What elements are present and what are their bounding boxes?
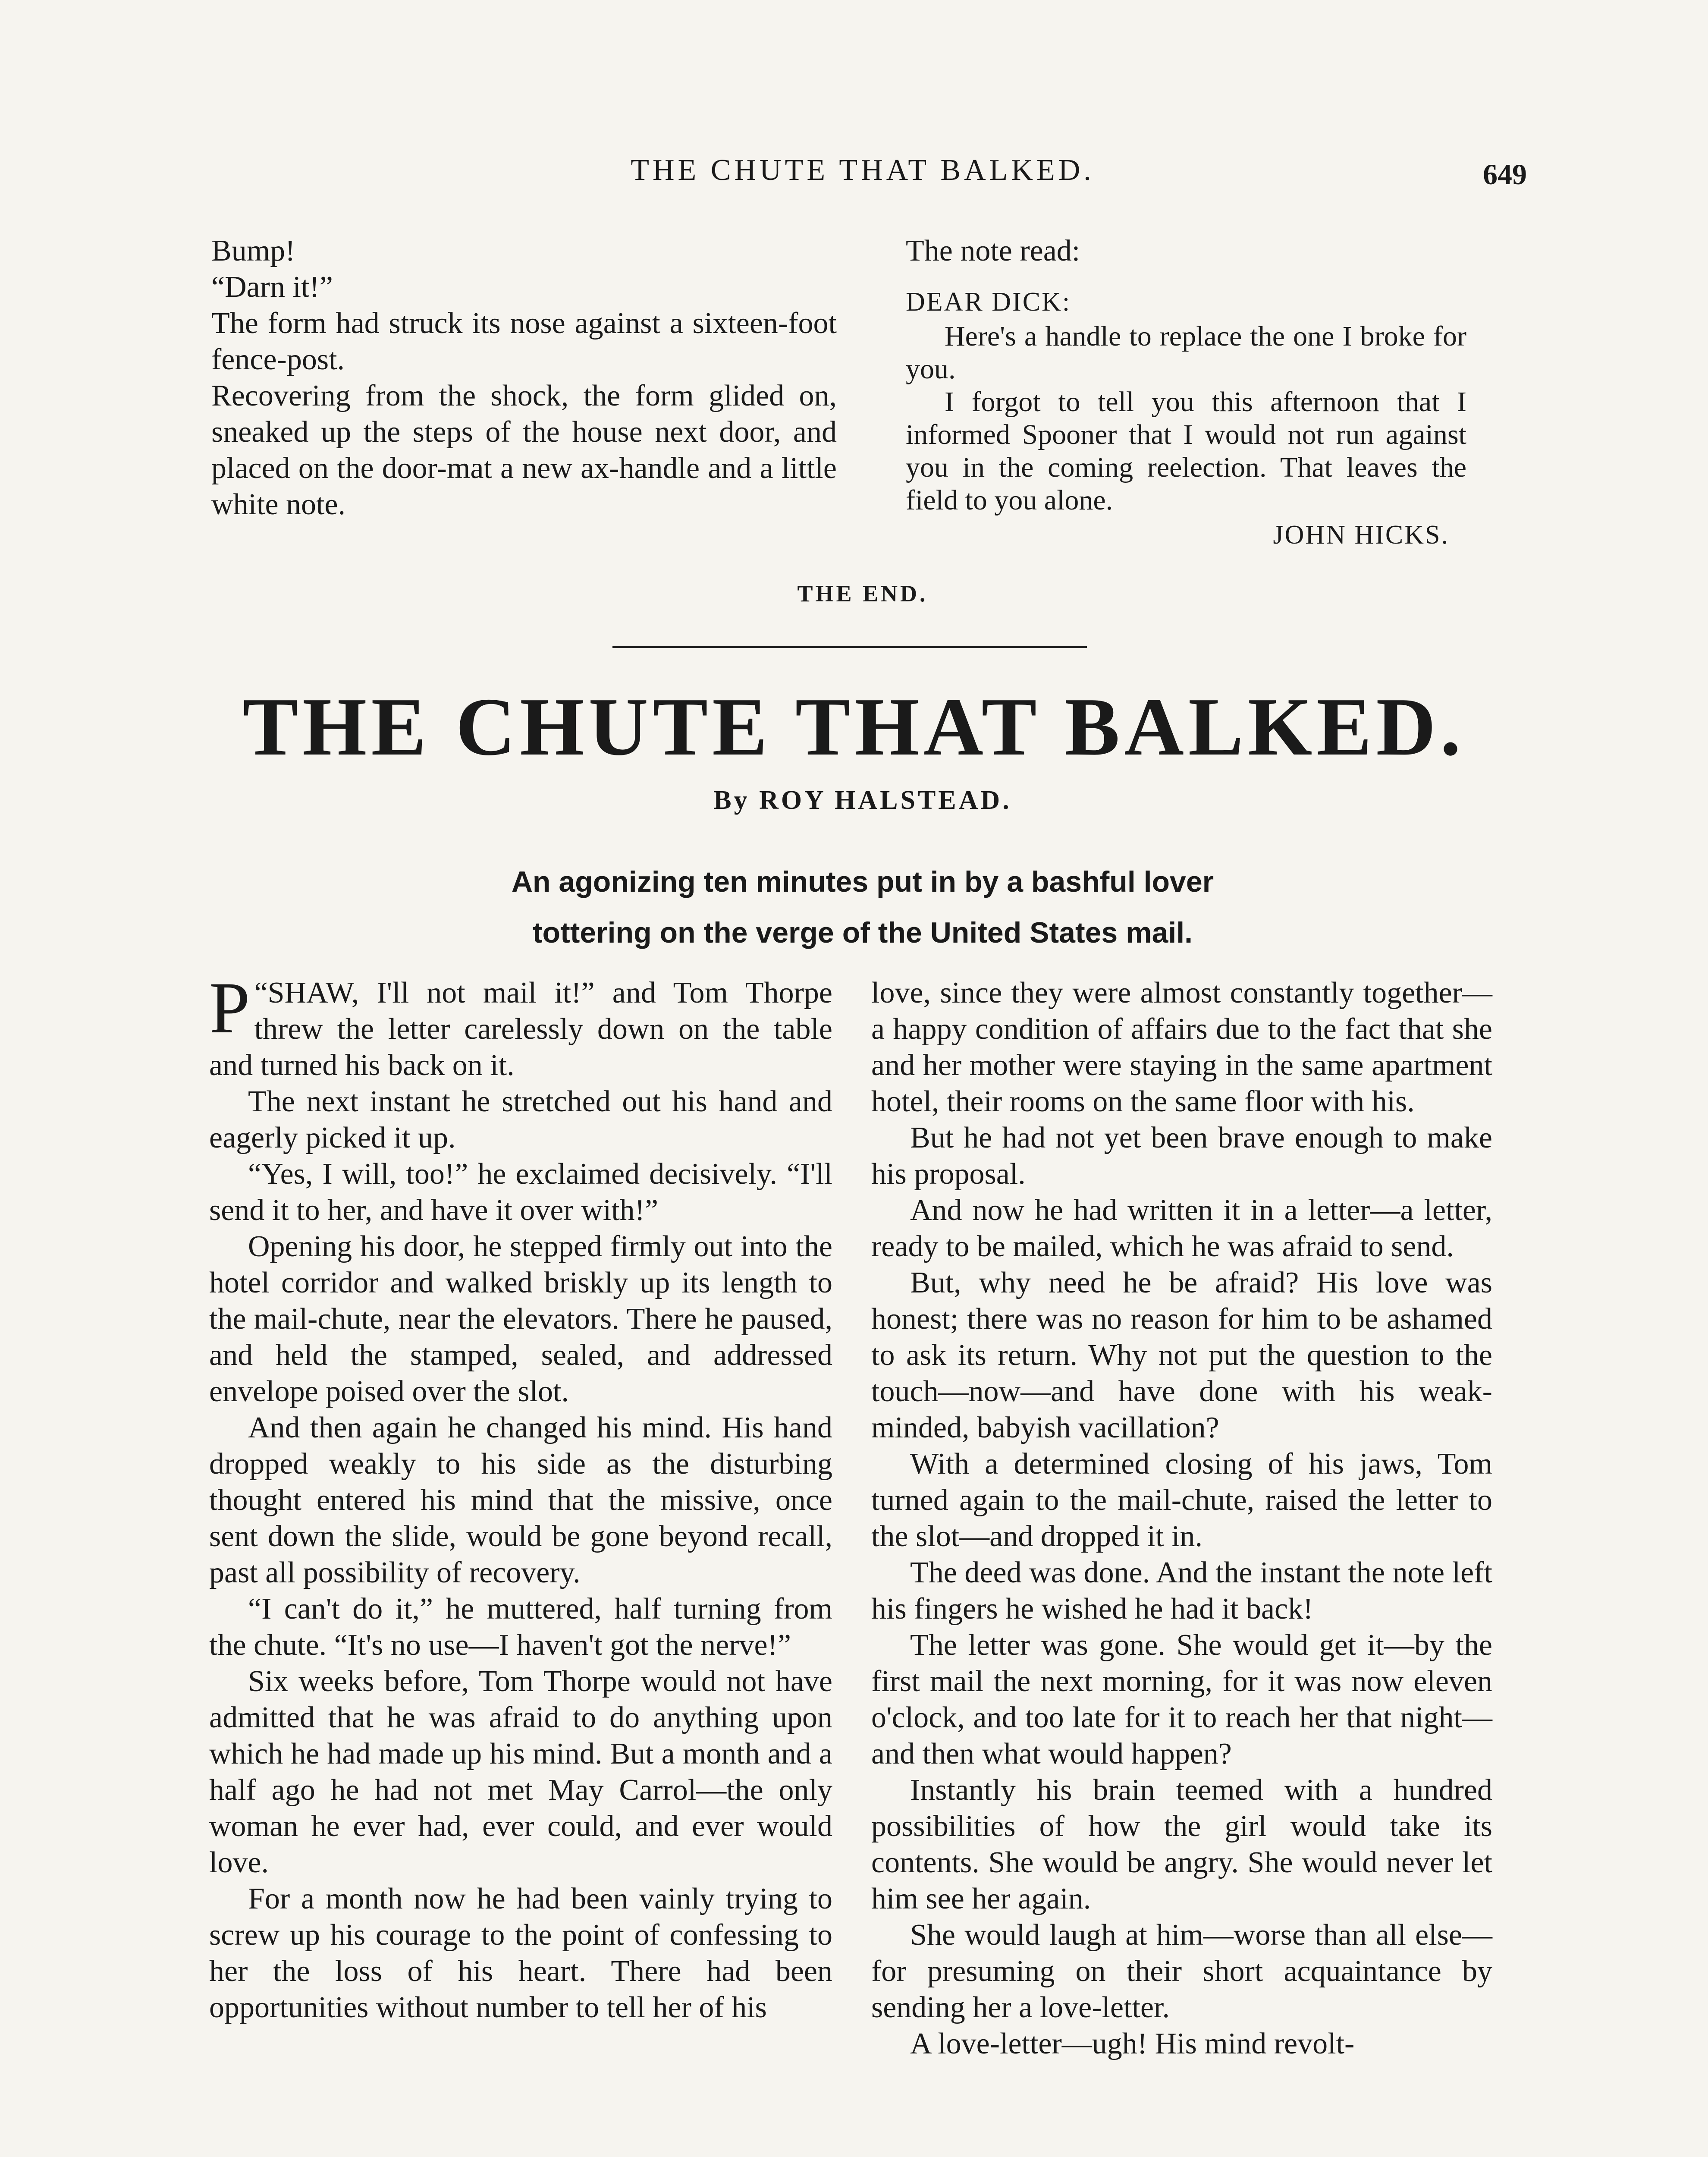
- page-number: 649: [1483, 158, 1527, 191]
- opening-text: SHAW, I'll not mail it!” and Tom Thorpe threw the letter carelessly down on the table and turned his back on it.: [209, 976, 832, 1082]
- paragraph: With a determined closing of his jaws, Tom turned again to the mail-chute, raised the letter to the slot—and dropped it in.: [871, 1447, 1492, 1553]
- paragraph: For a month now he had been vainly trying to screw up his courage to the point of confessing to her the loss of his heart. There had been opportunities without number to tell her of his: [209, 1882, 832, 2024]
- running-head: [216, 153, 1510, 188]
- paragraph: And now he had written it in a letter—a letter, ready to be mailed, which he was afraid to send.: [871, 1194, 1492, 1263]
- story-byline: By ROY HALSTEAD.: [713, 786, 1012, 815]
- letter-body: [906, 320, 1466, 517]
- paragraph: Six weeks before, Tom Thorpe would not have admitted that he was afraid to do anything upon which he had made up his mind. But a month and a half ago he had not met May Carrol—the only woman he ever had, ever could, and ever would love.: [209, 1665, 832, 1879]
- paragraph: The deed was done. And the instant the note left his fingers he wished he had it back!: [871, 1556, 1492, 1626]
- end-mark: THE END.: [797, 581, 928, 607]
- letter-signature: JOHN HICKS.: [1273, 520, 1449, 550]
- paragraph: Recovering from the shock, the form glided on, sneaked up the steps of the house next door, and placed on the door-mat a new ax-handle and a little white note.: [211, 379, 837, 521]
- paragraph: A love-letter—ugh! His mind revolt-: [910, 2027, 1355, 2060]
- story-title: THE CHUTE THAT BALKED.: [242, 681, 1466, 773]
- paragraph: And then again he changed his mind. His hand dropped weakly to his side as the disturbing thought entered his mind that the missive, once sent down the slide, would be gone beyond recall, past all possibility of recovery.: [209, 1411, 832, 1589]
- opening-quote: “: [254, 976, 268, 1009]
- story-right-column: [871, 975, 1492, 2062]
- paragraph: But, why need he be afraid? His love was honest; there was no reason for him to be ashamed to ask its return. Why not put the question to the touch—now—and have done with his weak-minded, babyish vacillation?: [871, 1266, 1492, 1444]
- section-divider: [612, 646, 1087, 648]
- running-head-title: THE CHUTE THAT BALKED.: [631, 154, 1095, 187]
- paragraph: “Yes, I will, too!” he exclaimed decisively. “I'll send it to her, and have it over with!”: [209, 1157, 832, 1227]
- paragraph: Bump!: [211, 234, 295, 267]
- drop-cap: P: [209, 967, 250, 1048]
- letter-paragraph: I forgot to tell you this afternoon that I informed Spooner that I would not run against you in the coming reelection. That leaves the field to you alone.: [906, 386, 1466, 516]
- paragraph: But he had not yet been brave enough to make his proposal.: [871, 1121, 1492, 1191]
- subtitle-line: tottering on the verge of the United States mail.: [532, 916, 1193, 949]
- story-left-column: [209, 967, 832, 2026]
- previous-story-left-column: [211, 233, 837, 523]
- letter-paragraph: Here's a handle to replace the one I broke for you.: [906, 321, 1466, 385]
- paragraph: Opening his door, he stepped firmly out into the hotel corridor and walked briskly up its length to the mail-chute, near the elevators. There he paused, and held the stamped, sealed, and addressed envelope poised over the slot.: [209, 1230, 832, 1408]
- subtitle-line: An agonizing ten minutes put in by a bashful lover: [511, 865, 1214, 898]
- paragraph: The letter was gone. She would get it—by the first mail the next morning, for it was now eleven o'clock, and too late for it to reach her that night—and then what would happen?: [871, 1629, 1492, 1770]
- story-subtitle: [302, 856, 1423, 958]
- paragraph: She would laugh at him—worse than all else—for presuming on their short acquaintance by sending her a love-letter.: [871, 1918, 1492, 2024]
- note-intro: The note read:: [906, 234, 1080, 267]
- paragraph: The form had struck its nose against a sixteen-foot fence-post.: [211, 307, 837, 376]
- paragraph-continuation: love, since they were almost constantly together—a happy condition of affairs due to the fact that she and her mother were staying in the same apartment hotel, their rooms on the same floor with his.: [871, 976, 1492, 1118]
- paragraph: The next instant he stretched out his hand and eagerly picked it up.: [209, 1085, 832, 1154]
- opening-paragraph: [209, 967, 832, 1084]
- letter-salutation: DEAR DICK:: [906, 287, 1071, 317]
- previous-story-right-column: [906, 233, 1466, 553]
- paragraph: “I can't do it,” he muttered, half turning from the chute. “It's no use—I haven't got the nerve!”: [209, 1592, 832, 1662]
- paragraph: Instantly his brain teemed with a hundred possibilities of how the girl would take its contents. She would be angry. She would never let him see her again.: [871, 1773, 1492, 1915]
- paragraph: “Darn it!”: [211, 270, 333, 304]
